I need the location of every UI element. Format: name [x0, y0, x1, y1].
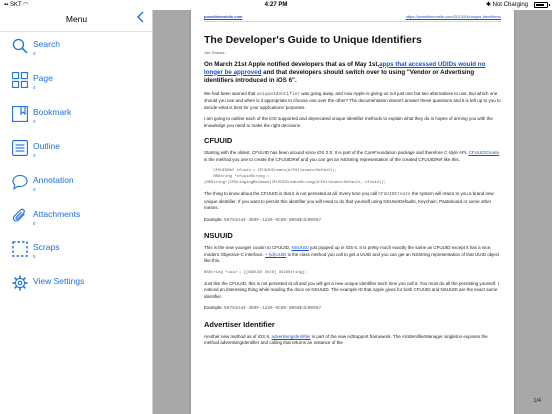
- document-page[interactable]: [191, 10, 514, 414]
- article-url-link[interactable]: https://possiblemobile.com/2013/04/unique-identifiers/: [405, 14, 501, 19]
- code-block-cfuuid: CFUUIDRef cfuuid = CFUUIDCreate(kCFAllocatorDefault); NSString *cfuuidString = (NSString*)CFBridgingRelease(CFUUIDCreateString(kCFAllocatorDefault, cfuuid));: [204, 169, 387, 185]
- wifi-icon: ◠: [23, 2, 29, 8]
- page-header: [204, 13, 501, 22]
- nsuuid-example: Example: 68753A44-4D6F-1226-9C60-0050E4C00067: [204, 305, 322, 311]
- lead-paragraph: On March 21st Apple notified developers that as of May 1st,apps that accessed UDIDs would no longer be approved and that developers should switch over to using "Vendor or Advertising identifiers introduced in iOS 6".: [204, 60, 486, 84]
- site-link[interactable]: possiblemobile.com: [204, 14, 243, 19]
- advertising-identifier-link[interactable]: advertisingIdentifier: [271, 333, 311, 339]
- search-icon: [12, 38, 28, 54]
- sidebar-item-count: 0: [33, 119, 36, 124]
- sidebar-item-label: Outline: [33, 141, 60, 151]
- section-heading-cfuuid: CFUUID: [204, 136, 233, 145]
- uuid-method-link[interactable]: + (id)UUID: [265, 251, 287, 257]
- section-heading-advertiser-identifier: Advertiser Identifier: [204, 319, 275, 329]
- sidebar-title: Menu: [65, 14, 88, 24]
- sidebar-item-page[interactable]: [0, 70, 152, 100]
- chevron-left-icon[interactable]: [136, 11, 146, 23]
- sidebar-item-count: 0: [33, 51, 36, 56]
- nsuuid-link[interactable]: NSUUID: [291, 245, 309, 250]
- code-block-nsuuid: NSString *uuid = [[NSUUID UUID] UUIDString];: [204, 270, 307, 275]
- cfuuid-paragraph: Starting with the oldest, CFUUID has been around since iOS 2.0. It is part of the CoreFoundation package and therefore C style API. CFUUIDCreate is the method you use to create the CFUUIDRef and you can get an NSString representation of the created CFUUIDRef like this.: [204, 150, 500, 162]
- sidebar-item-label: Bookmark: [33, 107, 72, 117]
- dashed-square-icon: [12, 241, 28, 257]
- cfuuid-example: Example: 68753A44-4D6F-1226-9C60-0050E4C00067: [204, 216, 322, 223]
- sidebar-item-label: Attachments: [33, 209, 81, 219]
- nsuuid-paragraph: This is the new younger cousin to CFUUID. NSUUID just popped up in iOS 6. It is pretty much exactly the same as CFUUID except it has a nice, modern Objective-C interface. + (id)UUID is the class method you call to get a UUID and you can get an NSString representation of that UUID object like this.: [204, 245, 500, 263]
- sidebar-item-view-settings[interactable]: [0, 273, 152, 303]
- status-time: 4:27 PM: [264, 2, 288, 8]
- chat-bubble-icon: [12, 174, 28, 190]
- example-value: 68753A44-4D6F-1226-9C60-0050E4C00067: [224, 217, 322, 223]
- sidebar-item-count: 0: [33, 254, 36, 259]
- article-author: Joe Graves: [204, 50, 225, 55]
- document-content: [204, 13, 501, 352]
- charging-status: ✱ Not Charging: [485, 2, 528, 8]
- sidebar-item-outline[interactable]: [0, 138, 152, 168]
- sidebar-item-label: Scraps: [33, 242, 60, 252]
- intro-paragraph: We had been warned that uniqueIdentifier was going away, and now Apple is giving us not just one but two alternatives to use. But which one should you use and when is it appropriate to choose one over the other? The documentation doesn't answer these questions and it is left up to you to decide what is best for your applications' purposes.: [204, 90, 501, 110]
- paperclip-icon: [12, 208, 28, 224]
- sidebar-item-search[interactable]: [0, 36, 152, 66]
- sidebar-item-attachments[interactable]: [0, 206, 152, 236]
- nsuuid-persistence-paragraph: Just like the CFUUID, this is not persisted at all and you will get a new unique identifier each time you call it. You must do all the persisting yourself. I noticed an interesting thing while reading the docs on NSUUID. The example ID that Apple gives for both CFUUID and NSUUID are the exact same identifier.: [204, 280, 499, 299]
- bluetooth-icon: ✱: [485, 2, 491, 8]
- gear-icon: [12, 275, 28, 291]
- battery-icon: [534, 2, 548, 8]
- carrier-label: ▪▪ SKT ◠: [4, 2, 29, 8]
- sidebar-item-count: 0: [33, 221, 36, 226]
- sidebar-item-annotation[interactable]: [0, 172, 152, 202]
- inline-code: uniqueIdentifier: [256, 91, 300, 97]
- sidebar-item-label: Search: [33, 39, 60, 49]
- sidebar: [0, 10, 153, 414]
- example-value: 68753A44-4D6F-1226-9C60-0050E4C00067: [224, 306, 322, 311]
- sidebar-item-label: Page: [33, 73, 53, 83]
- sidebar-item-scraps[interactable]: [0, 239, 152, 269]
- bookmark-icon: [12, 106, 28, 122]
- cfuuidcreate-link[interactable]: CFUUIDCreate: [468, 150, 500, 155]
- signal-icon: ▪▪: [4, 2, 9, 8]
- cfuuid-persistence-paragraph: The thing to know about the CFUUID is that it is not persisted at all. Every time you call CFUUIDCreate the system will return to you a brand new unique identifier. If you want to persist this identifier you will need to do that yourself using NSUserDefaults, Keychain, Pasteboard or some other means.: [204, 191, 494, 210]
- list-icon: [12, 140, 28, 156]
- sidebar-item-count: 4: [33, 85, 36, 90]
- sidebar-item-count: 0: [33, 187, 36, 192]
- sidebar-item-label: Annotation: [33, 175, 74, 185]
- grid-icon: [12, 72, 28, 88]
- outline-paragraph: I am going to outline each of the iOS supported and deprecated unique identifier methods to explain what they do in hopes of arming you with the knowledge you need to make the right decisions.: [204, 116, 493, 128]
- battery-level: [536, 4, 544, 6]
- sidebar-item-bookmark[interactable]: [0, 104, 152, 134]
- advertiser-paragraph: Another new method as of iOS 6, advertisingIdentifier is part of the new AdSupport framework. The ASIdentifierManager singleton exposes the method advertisingIdentifier and calling that returns an instance of the: [204, 333, 488, 345]
- sidebar-item-count: 0: [33, 153, 36, 158]
- article-title: The Developer's Guide to Unique Identifiers: [204, 34, 422, 46]
- sidebar-divider: [0, 31, 152, 32]
- section-heading-nsuuid: NSUUID: [204, 231, 233, 240]
- udid-rejection-link[interactable]: apps that accessed UDIDs would no longer be approved: [204, 60, 486, 76]
- page-indicator: 1/4: [533, 398, 541, 404]
- status-bar: [0, 0, 552, 10]
- inline-code: CFUUIDCreate: [378, 192, 411, 197]
- document-viewer[interactable]: [153, 10, 552, 414]
- sidebar-item-label: View Settings: [33, 276, 85, 286]
